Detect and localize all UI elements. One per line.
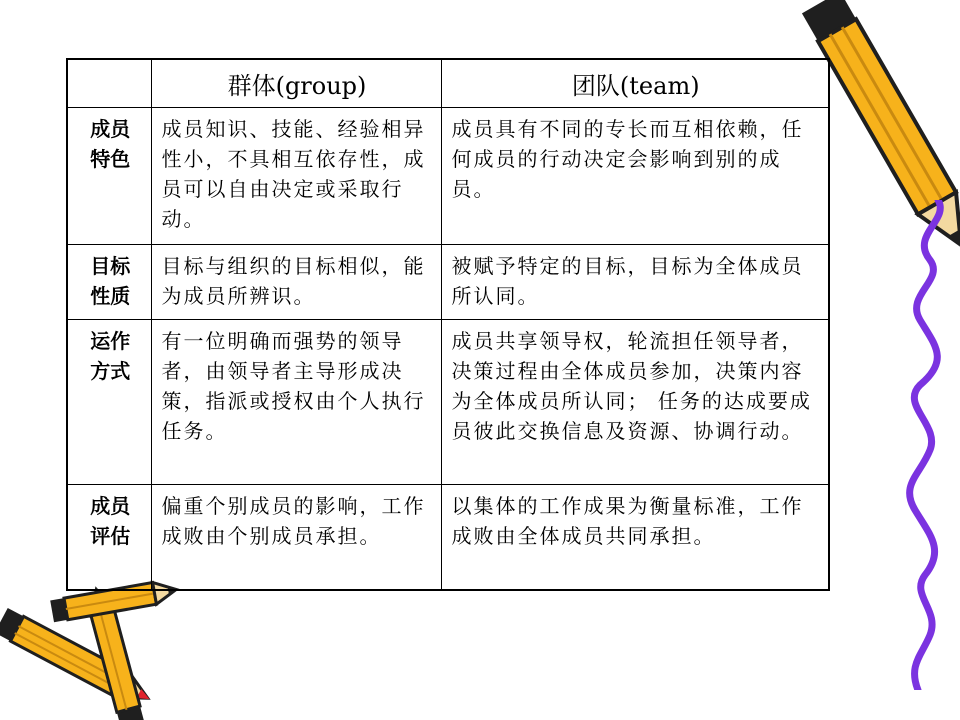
group-cell: 有一位明确而强势的领导者，由领导者主导形成决策，指派或授权由个人执行任务。 (151, 320, 441, 485)
row-label-text: 成员特色 (90, 117, 131, 171)
row-label-text: 运作方式 (90, 329, 131, 383)
team-cell: 以集体的工作成果为衡量标准，工作成败由全体成员共同承担。 (441, 485, 829, 591)
header-team: 团队(team) (441, 59, 829, 108)
purple-squiggle (890, 200, 960, 690)
team-cell: 成员具有不同的专长而互相依赖，任何成员的行动决定会影响到别的成员。 (441, 108, 829, 245)
row-label-goal-nature (67, 245, 151, 320)
table-row (67, 108, 829, 245)
pencils-icon (0, 575, 200, 720)
comparison-table (66, 58, 830, 591)
table-row (67, 485, 829, 591)
group-cell: 目标与组织的目标相似，能为成员所辨识。 (151, 245, 441, 320)
team-cell: 成员共享领导权，轮流担任领导者，决策过程由全体成员参加，决策内容为全体成员所认同； 任务的达成要成员彼此交换信息及资源、协调行动。 (441, 320, 829, 485)
group-cell: 偏重个别成员的影响，工作成败由个别成员承担。 (151, 485, 441, 591)
team-cell: 被赋予特定的目标，目标为全体成员所认同。 (441, 245, 829, 320)
row-label-text: 目标性质 (90, 254, 131, 308)
row-label-operation-mode (67, 320, 151, 485)
table-header-row (67, 59, 829, 108)
header-group: 群体(group) (151, 59, 441, 108)
row-label-member-evaluation (67, 485, 151, 591)
table-row (67, 245, 829, 320)
table-row (67, 320, 829, 485)
row-label-member-traits (67, 108, 151, 245)
group-cell: 成员知识、技能、经验相异性小，不具相互依存性，成员可以自由决定或采取行动。 (151, 108, 441, 245)
row-label-text: 成员评估 (90, 494, 131, 548)
header-corner-cell (67, 59, 151, 108)
